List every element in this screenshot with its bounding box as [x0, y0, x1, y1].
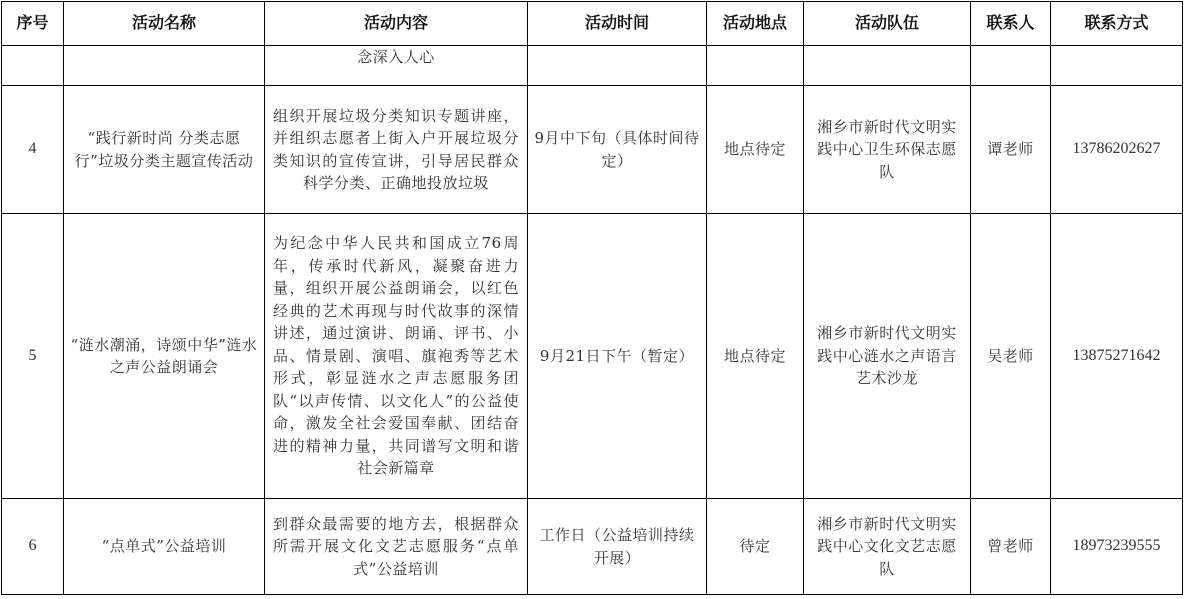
- cell-place: 地点待定: [707, 214, 804, 499]
- cell-phone: 13875271642: [1051, 214, 1183, 499]
- cell-contact: [971, 46, 1051, 86]
- header-no: 序号: [2, 2, 64, 46]
- cell-phone: [1051, 46, 1183, 86]
- cell-name: “点单式”公益培训: [64, 499, 265, 595]
- table-row: [2, 46, 1183, 86]
- cell-content: 组织开展垃圾分类知识专题讲座，并组织志愿者上街入户开展垃圾分类知识的宣传宣讲，引导居民群众科学分类、正确地投放垃圾: [265, 86, 528, 214]
- header-content: 活动内容: [265, 2, 528, 46]
- table-row: [2, 214, 1183, 499]
- cell-no: [2, 46, 64, 86]
- cell-content: 为纪念中华人民共和国成立76周年，传承时代新风，凝聚奋进力量，组织开展公益朗诵会，以红色经典的艺术再现与时代故事的深情讲述，通过演讲、朗诵、评书、小品、情景剧、演唱、旗袍秀等艺术形式，彰显涟水之声志愿服务团队“以声传情、以文化人”的公益使命，激发全社会爱国奉献、团结奋进的精神力量，共同谱写文明和谐社会新篇章: [265, 214, 528, 499]
- cell-content: 念深入人心: [265, 46, 528, 86]
- header-phone: 联系方式: [1051, 2, 1183, 46]
- cell-team: [804, 46, 971, 86]
- cell-place: 地点待定: [707, 86, 804, 214]
- cell-name: [64, 46, 265, 86]
- table-row: [2, 86, 1183, 214]
- cell-place: 待定: [707, 499, 804, 595]
- cell-time: [528, 46, 707, 86]
- header-time: 活动时间: [528, 2, 707, 46]
- cell-no: 4: [2, 86, 64, 214]
- header-name: 活动名称: [64, 2, 265, 46]
- cell-name: “践行新时尚 分类志愿行”垃圾分类主题宣传活动: [64, 86, 265, 214]
- activity-table: [1, 1, 1183, 595]
- header-contact: 联系人: [971, 2, 1051, 46]
- cell-phone: 18973239555: [1051, 499, 1183, 595]
- header-place: 活动地点: [707, 2, 804, 46]
- cell-team: 湘乡市新时代文明实践中心文化文艺志愿队: [804, 499, 971, 595]
- cell-time: 工作日（公益培训持续开展）: [528, 499, 707, 595]
- cell-contact: 谭老师: [971, 86, 1051, 214]
- cell-no: 5: [2, 214, 64, 499]
- cell-team: 湘乡市新时代文明实践中心卫生环保志愿队: [804, 86, 971, 214]
- header-team: 活动队伍: [804, 2, 971, 46]
- cell-contact: 曾老师: [971, 499, 1051, 595]
- cell-content: 到群众最需要的地方去，根据群众所需开展文化文艺志愿服务“点单式”公益培训: [265, 499, 528, 595]
- cell-time: 9月中下旬（具体时间待定）: [528, 86, 707, 214]
- cell-no: 6: [2, 499, 64, 595]
- cell-contact: 吴老师: [971, 214, 1051, 499]
- cell-phone: 13786202627: [1051, 86, 1183, 214]
- header-row: [2, 2, 1183, 46]
- cell-name: “涟水潮涌，诗颂中华”涟水之声公益朗诵会: [64, 214, 265, 499]
- table-row: [2, 499, 1183, 595]
- cell-time: 9月21日下午（暂定）: [528, 214, 707, 499]
- cell-team: 湘乡市新时代文明实践中心涟水之声语言艺术沙龙: [804, 214, 971, 499]
- cell-place: [707, 46, 804, 86]
